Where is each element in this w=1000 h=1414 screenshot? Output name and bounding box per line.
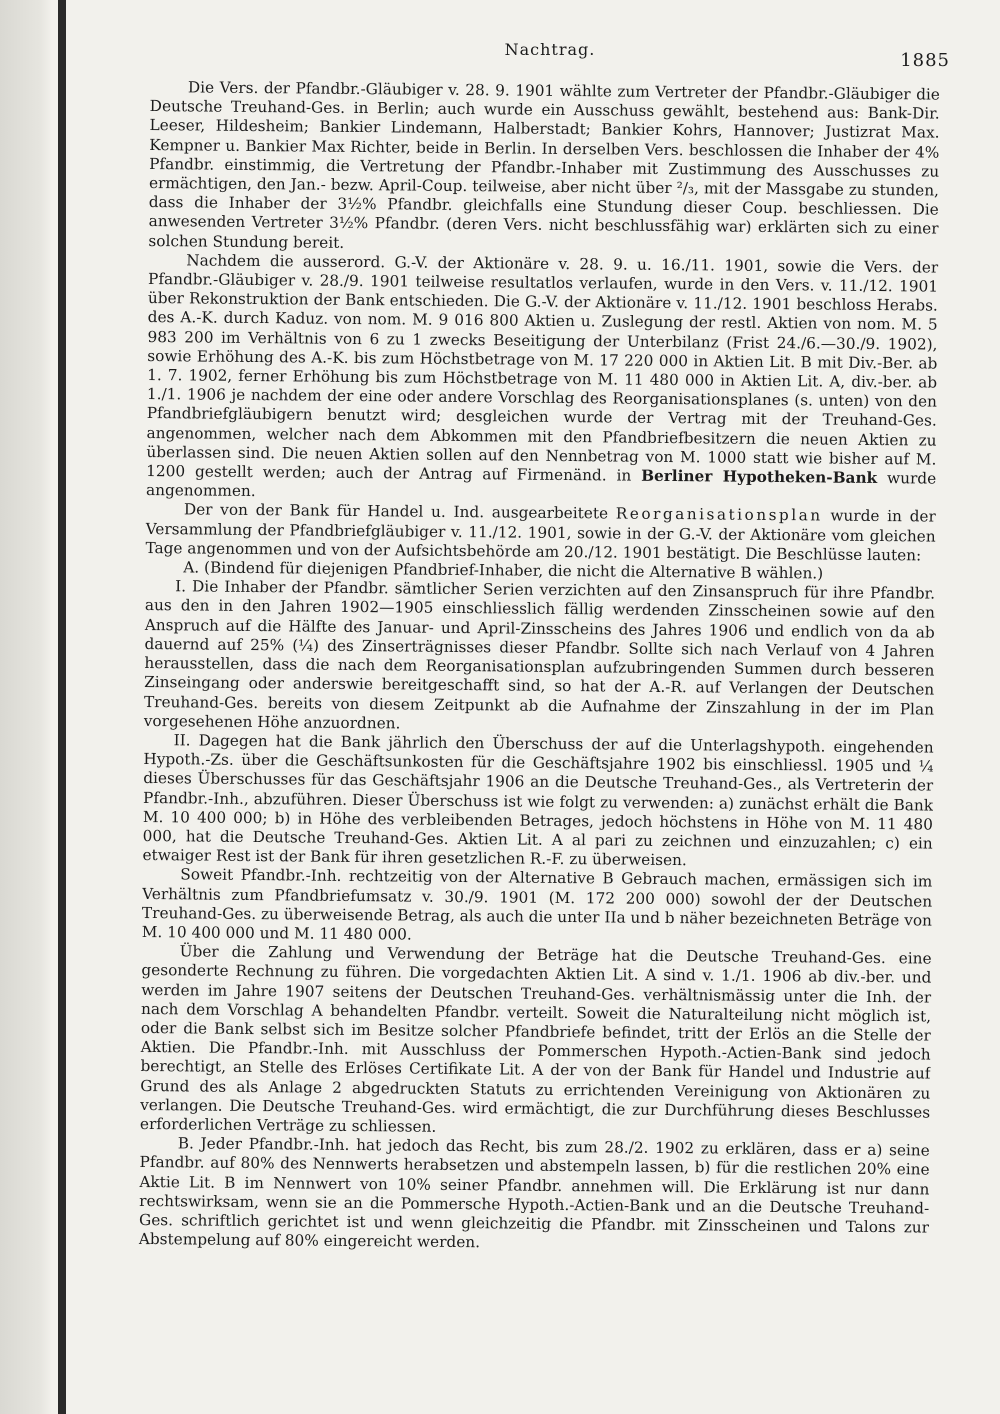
page-body xyxy=(138,78,940,1361)
paragraph-reorganisationsplan xyxy=(145,500,936,565)
paragraph-section-a: A. (Bindend für diejenigen Pfandbrief-Inhaber, die nicht die Alternative B wählen.) xyxy=(183,558,824,583)
paragraph-soweit: Soweit Pfandbr.-Inh. rechtzeitig von der Alternative B Gebrauch machen, ermässigen sich im Verhältnis zum Pfandbriefumsatz v. 30./9. 1901 (M. 172 200 000) sowohl der der Deutschen Treuhand-Ges. zu überweisende Betrag, als auch die unter IIa und b näher bezeichneten Beträge von M. 10 400 000 und M. 11 480 000. xyxy=(141,865,933,944)
running-head: Nachtrag. xyxy=(504,40,596,59)
spaced-term: Reorganisationsplan xyxy=(615,504,823,525)
company-name: Berliner Hypotheken-Bank xyxy=(641,466,878,488)
binding-shadow xyxy=(0,0,52,1414)
paragraph-text: Der von der Bank für Handel u. Ind. ausgearbeitete xyxy=(183,500,616,523)
paragraph-text: Nachdem die ausserord. G.-V. der Aktionäre v. 28. 9. u. 16./11. 1901, sowie die Vers. der Pfandbr.-Gläubiger v. 28./9. 1901 teilweise resultatlos verlaufen, wurde in den Vers. v. 11./12. 1901 über Rekonstruktion der Bank entschieden. Die G.-V. der Aktionäre v. 11./12. 1901 beschloss Herabs. des A.-K. durch Kaduz. von nom. M. 9 016 800 Aktien u. Zuslegung der restl. Aktien von nom. M. 5 983 200 im Verhältnis von 6 zu 1 zwecks Beseitigung der Unterbilanz (Frist 24./6.—30./9. 1902), sowie Erhöhung des A.-K. bis zum Höchstbetrage von M. 17 220 000 in Aktien Lit. B mit Div.-Ber. ab 1. 7. 1902, ferner Erhöhung bis zum Höchstbetrage von M. 11 480 000 in Aktien Lit. A, div.-ber. ab 1./1. 1906 je nachdem der eine oder andere Vorschlag des Reorganisationsplanes (s. unten) von den Pfandbriefgläubigern benutzt wird; desgleichen wurde der Vertrag mit der Treuhand-Ges. angenommen, welcher nach dem Abkommen mit den Pfandbriefbesitzern die neuen Aktien zu überlassen sind. Die neuen Aktien sollen auf den Nennbetrag von M. 1000 statt wie bisher auf M. 1200 gestellt werden; auch der Antrag auf Firmenänd. in xyxy=(146,251,939,485)
page-header xyxy=(150,40,950,74)
paragraph-text: wurde in der Versammlung der Pfandbriefgläubiger v. 11./12. 1901, sowie in der G.-V. der Aktionäre vom gleichen Tage angenommen und von der Aufsichtsbehörde am 20./12. 1901 bestätigt. Die Beschlüsse lauten: xyxy=(145,506,936,565)
paragraph-section-a-i: I. Die Inhaber der Pfandbr. sämtlicher Serien verzichten auf den Zinsanspruch für ihre Pfandbr. aus den in den Jahren 1902—1905 einschliesslich fällig werdenden Zinsscheinen sowie auf den Anspruch auf die Hälfte des Januar- und April-Zinsscheins des Jahres 1906 und endlich von da ab dauernd auf 25% (¼) des Zinserträgnisses dieser Pfandbr. Sollte sich nach Verlauf von 4 Jahren herausstellen, dass die nach dem Reorganisationsplan aufzubringenden Summen durch besseren Zinseingang oder anderswie bereitgeschafft sind, so hat der A.-R. auf Verlangen der Deutschen Treuhand-Ges. bereits von diesem Zeitpunkt ab die Aufnahme der Zinszahlung in der im Plan vorgesehenen Höhe anzuordnen. xyxy=(143,577,936,733)
paragraph-section-b: B. Jeder Pfandbr.-Inh. hat jedoch das Recht, bis zum 28./2. 1902 zu erklären, dass er a) seine Pfandbr. auf 80% des Nennwerts herabsetzen und abstempeln lassen, b) für die restlichen 20% eine Aktie Lit. B im Nennwert von 10% seiner Pfandbr. annehmen will. Die Erklärung ist nur dann rechtswirksam, wenn sie an die Pommersche Hypoth.-Actien-Bank und an die Deutsche Treuhand-Ges. schriftlich gerichtet ist und wenn gleichzeitig die Pfandbr. mit Zinsscheinen und Talons zur Abstempelung auf 80% eingereicht werden. xyxy=(138,1134,930,1252)
paragraph-section-a-ii: II. Dagegen hat die Bank jährlich den Überschuss der auf die Unterlagshypoth. eingehenden Hypoth.-Zs. über die Geschäftsunkosten für die Geschäftsjahre 1902 bis einschliessl. 1905 und ¼ dieses Überschusses für das Geschäftsjahr 1906 an die Deutsche Treuhand-Ges., als Vertreterin der Pfandbr.-Inh., abzuführen. Dieser Überschuss ist wie folgt zu verwenden: a) zunächst erhält die Bank M. 10 400 000; b) in Höhe des verbleibenden Betrages, jedoch höchstens in Höhe von M. 11 480 000, hat die Deutsche Treuhand-Ges. Aktien Lit. A al pari zu zeichnen und einzuzahlen; c) ein etwaiger Rest ist der Bank für ihren gesetzlichen R.-F. zu überweisen. xyxy=(142,731,934,870)
binding-rule xyxy=(58,0,66,1414)
paragraph-vers-pfandbr: Die Vers. der Pfandbr.-Gläubiger v. 28. 9. 1901 wählte zum Vertreter der Pfandbr.-Gläubiger die Deutsche Treuhand-Ges. in Berlin; auch wurde ein Ausschuss gewählt, bestehend aus: Bank-Dir. Leeser, Hildesheim; Bankier Lindemann, Halberstadt; Bankier Kohrs, Hannover; Justizrat Max. Kempner u. Bankier Max Richter, beide in Berlin. In derselben Vers. beschlossen die Inhaber der 4% Pfandbr. einstimmig, die Vertretung der Pfandbr.-Inhaber mit Zustimmung des Ausschusses zu ermächtigen, den Jan.- bezw. April-Coup. teilweise, aber nicht über ²/₃, mit der Massgabe zu stunden, dass die Inhaber der 3½% Pfandbr. gleichfalls eine Stundung dieser Coup. beschliessen. Die anwesenden Vertreter 3½% Pfandbr. (deren Vers. nicht beschlussfähig war) erklärten sich zu einer solchen Stundung bereit. xyxy=(148,78,940,252)
paragraph-text: wurde angenommen. xyxy=(145,469,937,501)
paragraph-ausserord-gv xyxy=(146,251,938,508)
page-number: 1885 xyxy=(900,50,950,71)
paragraph-zahlung: Über die Zahlung und Verwendung der Beträge hat die Deutsche Treuhand-Ges. eine gesonderte Rechnung zu führen. Die vorgedachten Aktien Lit. A sind v. 1./1. 1906 ab div.-ber. und werden im Jahre 1907 seitens der Deutschen Treuhand-Ges. verhältnismässig unter die Inh. der nach dem Vorschlag A behandelten Pfandbr. verteilt. Soweit die Naturalteilung nicht möglich ist, oder die Bank selbst sich im Besitze solcher Pfandbriefe befindet, tritt der Erlös an die Stelle der Aktien. Die Pfandbr.-Inh. mit Ausschluss der Pommerschen Hypoth.-Actien-Bank sind jedoch berechtigt, an Stelle des Erlöses Certifikate Lit. A der von der Bank für Handel und Industrie auf Grund des als Anlage 2 abgedruckten Statuts zu errichtenden Vereinigung von Aktionären zu verlangen. Die Deutsche Treuhand-Ges. wird ermächtigt, die zur Durchführung dieses Beschlusses erforderlichen Verträge zu schliessen. xyxy=(139,942,932,1136)
